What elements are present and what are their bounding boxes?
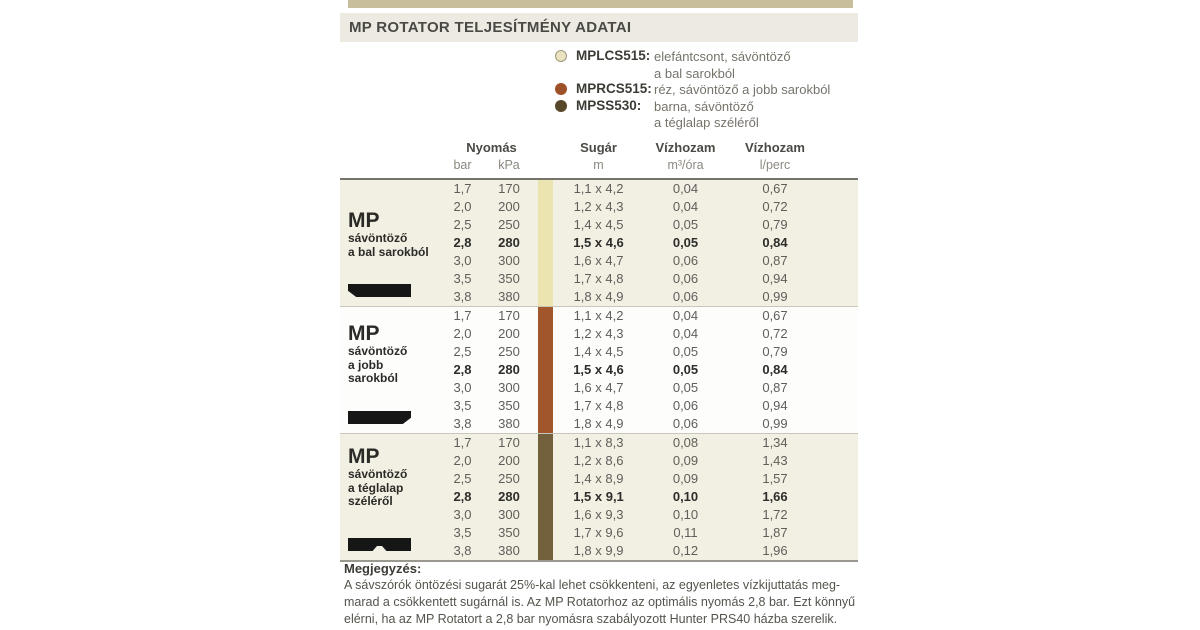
column-group-label: Nyomás [466,140,517,155]
table-cell: 1,6 x 4,7 [573,253,624,268]
legend-color-dot-icon [555,50,567,62]
table-cell: 1,7 [453,308,472,323]
table-cell: 0,05 [672,344,699,359]
table-cell: 0,72 [762,199,788,214]
section-subtitle-line: sarokból [348,371,399,385]
table-cell: 300 [498,380,520,395]
table-cell: 3,8 [453,289,472,304]
table-cell: 1,7 x 4,8 [573,271,624,286]
table-cell: 1,87 [762,525,788,540]
table-cell: 1,8 x 4,9 [573,416,624,431]
top-accent-band [348,0,853,8]
table-cell: 1,1 x 4,2 [573,181,624,196]
table-cell: 0,11 [673,525,698,540]
table-section [340,180,858,306]
table-cell: 0,04 [672,308,699,323]
table-cell: 3,8 [453,543,472,558]
table-cell: 280 [498,235,520,250]
table-cell: 0,79 [762,344,788,359]
table-header-units [340,158,858,178]
table-cell: 0,08 [672,435,699,450]
table-cell: 1,8 x 9,9 [573,543,624,558]
table-cell: 0,05 [672,380,699,395]
legend [340,48,858,131]
legend-item-description: a téglalap széléről [654,115,759,130]
legend-item-code: MPLCS515: [576,48,651,63]
table-cell: 250 [498,471,520,486]
section-subtitle-line: a téglalap [348,480,404,495]
table-cell: 0,84 [762,362,788,377]
notes-heading: Megjegyzés: [344,561,422,576]
section-subtitle-line: sávöntöző [348,344,408,358]
table-cell: 250 [498,217,520,232]
table-cell: 1,4 x 8,9 [573,471,624,486]
section-subtitle-line: a bal sarokból [348,244,429,259]
table-cell: 1,72 [762,507,788,522]
table-cell: 1,8 x 4,9 [573,289,624,304]
table-cell: 1,5 x 4,6 [573,362,624,377]
title-bar [340,13,858,42]
table-cell: 0,06 [672,289,699,304]
table-cell: 2,5 [453,344,472,359]
section-subtitle-line: sávöntöző [348,467,408,481]
table-section [340,306,858,433]
column-unit-label: kPa [498,158,520,172]
table-cell: 1,5 x 4,6 [573,235,624,250]
content-column [340,0,858,630]
legend-color-dot-icon [555,83,567,95]
section-label [340,180,445,306]
table-cell: 0,87 [762,380,788,395]
table-cell: 0,67 [762,181,788,196]
table-cell: 0,09 [672,471,699,486]
column-unit-label: m [593,158,604,172]
table-cell: 350 [498,271,520,286]
table-cell: 1,43 [762,453,788,468]
column-group-label: Sugár [580,140,617,155]
table-cell: 200 [498,453,520,468]
section-color-stripe [538,307,553,433]
table-cell: 0,10 [672,489,699,504]
legend-item-description: réz, sávöntöző a jobb sarokból [654,82,831,97]
table-cell: 0,72 [762,326,788,341]
table-cell: 1,57 [762,471,788,486]
table-cell: 1,1 x 8,3 [573,435,624,450]
legend-item [340,98,858,115]
table-cell: 350 [498,398,520,413]
table-cell: 3,5 [453,525,472,540]
legend-item-description: barna, sávöntöző [654,98,754,114]
table-cell: 380 [498,416,520,431]
legend-item-code: MPSS530: [576,97,642,113]
table-cell: 1,4 x 4,5 [573,217,624,232]
legend-item [340,81,858,98]
table-cell: 2,0 [453,326,472,341]
table-cell: 0,06 [672,253,699,268]
section-subtitle-line: széléről [348,494,393,508]
table-cell: 170 [498,435,520,450]
strip-right-corner-icon [348,411,411,424]
table-cell: 0,06 [672,416,699,431]
table-cell: 0,04 [672,199,699,214]
table-cell: 1,6 x 4,7 [573,380,624,395]
table-cell: 3,0 [453,507,472,522]
section-name: MP [348,209,380,232]
table-cell: 2,8 [453,489,472,504]
table-cell: 3,5 [453,271,472,286]
table-sections [340,178,858,562]
section-label [340,434,445,560]
table-cell: 380 [498,289,520,304]
column-group-label: Vízhozam [745,140,805,155]
table-cell: 1,66 [762,489,788,504]
table-cell: 1,96 [762,543,788,558]
table-cell: 2,5 [453,217,472,232]
table-cell: 1,2 x 8,6 [573,453,624,468]
table-cell: 300 [498,507,520,522]
notes [344,560,858,628]
table-cell: 1,7 x 9,6 [573,525,624,540]
table-cell: 1,2 x 4,3 [573,326,624,341]
legend-item-description: a bal sarokból [654,65,735,81]
notes-text-line: A sávszórók öntözési sugarát 25%-kal lehet csökkenteni, az egyenletes vízkijuttatás meg- [344,578,841,592]
table-cell: 2,8 [453,235,472,250]
performance-table [340,140,858,562]
table-cell: 1,7 x 4,8 [573,398,624,413]
column-group-label: Vízhozam [655,140,716,155]
table-cell: 2,8 [453,362,472,377]
table-cell: 3,5 [453,398,472,413]
table-cell: 1,6 x 9,3 [573,507,624,522]
table-header-groups [340,140,858,158]
section-subtitle-line: sávöntöző [348,231,408,245]
table-cell: 0,04 [672,326,699,341]
section-name: MP [348,322,380,345]
table-cell: 0,09 [672,453,699,468]
table-cell: 380 [498,543,520,558]
table-cell: 2,0 [453,453,472,468]
table-cell: 0,87 [762,253,788,268]
table-cell: 250 [498,344,520,359]
table-cell: 2,5 [453,471,472,486]
table-cell: 1,2 x 4,3 [573,199,624,214]
notes-body [344,577,858,628]
table-section [340,433,858,560]
table-cell: 0,05 [672,235,699,250]
table-cell: 2,0 [453,199,472,214]
table-cell: 1,5 x 9,1 [573,489,624,504]
section-name: MP [348,445,380,468]
table-cell: 200 [498,326,520,341]
section-color-stripe [538,180,553,306]
table-cell: 1,7 [453,181,472,196]
notes-text-line: elérni, ha az MP Rotatort a 2,8 bar nyomásra szabályozott Hunter PRS40 házba szerelik. [344,612,838,626]
section-label [340,307,445,433]
legend-item [340,48,858,65]
column-unit-label: l/perc [759,158,791,172]
legend-item-description-cont [340,65,858,82]
table-cell: 280 [498,489,520,504]
table-cell: 0,84 [762,235,788,250]
table-cell: 200 [498,199,520,214]
table-cell: 3,0 [453,380,472,395]
table-cell: 3,8 [453,416,472,431]
table-cell: 0,12 [672,543,699,558]
table-cell: 0,05 [672,217,699,232]
page-title: MP ROTATOR TELJESÍTMÉNY ADATAI [349,19,632,36]
table-cell: 0,04 [672,181,699,196]
table-cell: 1,34 [762,435,788,450]
table-cell: 170 [498,308,520,323]
strip-side-notch-icon [348,538,411,551]
table-cell: 0,67 [762,308,788,323]
column-unit-label: bar [453,158,472,172]
table-cell: 0,10 [672,507,699,522]
table-cell: 3,0 [453,253,472,268]
table-cell: 350 [498,525,520,540]
table-cell: 0,99 [762,289,788,304]
table-cell: 1,1 x 4,2 [573,308,624,323]
legend-color-dot-icon [555,100,567,112]
section-color-stripe [538,434,553,560]
table-cell: 300 [498,253,520,268]
section-subtitle-line: a jobb [348,357,384,372]
table-cell: 1,7 [453,435,472,450]
table-cell: 0,94 [762,271,788,286]
table-cell: 0,05 [672,362,699,377]
legend-item-description: elefántcsont, sávöntöző [654,49,791,64]
legend-item-code: MPRCS515: [576,81,652,96]
table-cell: 1,4 x 4,5 [573,344,624,359]
notes-text-line: marad a csökkentett sugárnál is. Az MP Rotatorhoz az optimális nyomás 2,8 bar. Ezt könnyű [344,595,856,609]
table-cell: 0,06 [672,271,699,286]
legend-item-description-cont [340,114,858,131]
column-unit-label: m³/óra [667,158,704,172]
table-cell: 0,99 [762,416,788,431]
table-cell: 0,79 [762,217,788,232]
table-cell: 280 [498,362,520,377]
table-cell: 0,06 [672,398,699,413]
strip-left-corner-icon [348,284,411,297]
table-cell: 170 [498,181,520,196]
table-cell: 0,94 [762,398,788,413]
